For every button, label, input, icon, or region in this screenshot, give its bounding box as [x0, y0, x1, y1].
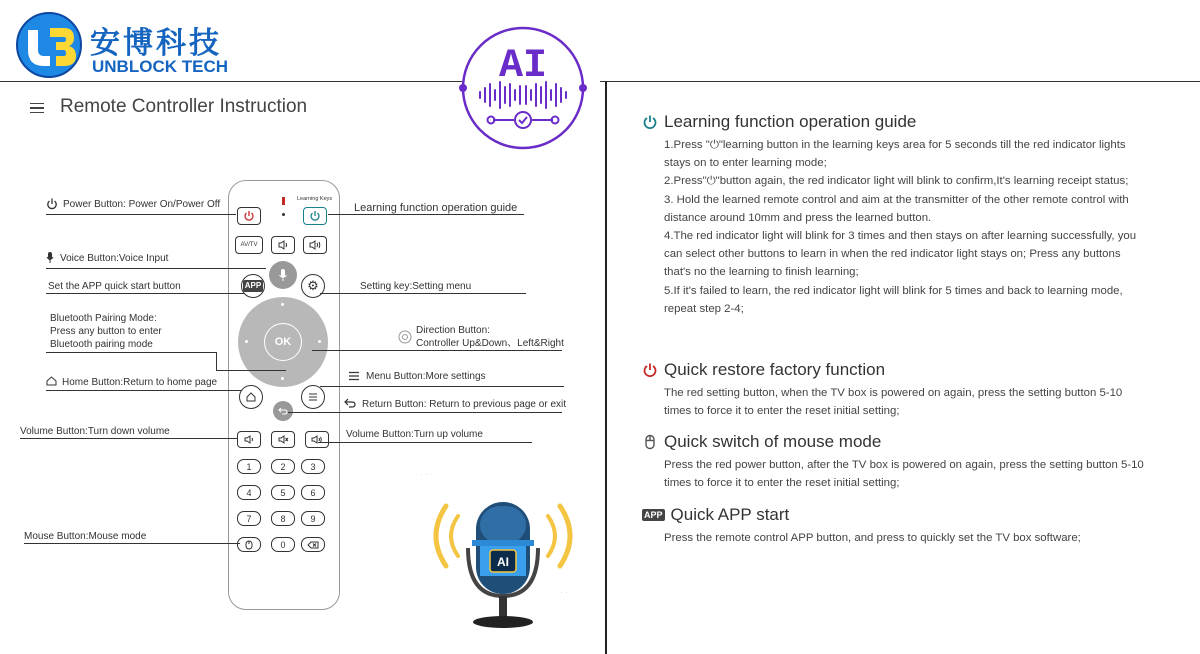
section-title-learning-text: Learning function operation guide — [664, 112, 917, 131]
menu-lines-icon — [308, 393, 318, 401]
learning-keys-label: Learning Keys — [297, 196, 333, 202]
section-title-mouse-text: Quick switch of mouse mode — [664, 432, 882, 451]
number-key-5[interactable]: 5 — [271, 485, 295, 500]
indicator-dot — [282, 213, 285, 216]
speaker-loud-icon — [309, 240, 321, 250]
back-callout-icon — [344, 398, 356, 408]
callout-vol-down: Volume Button:Turn down volume — [20, 426, 170, 437]
learning-step-2: 2.Press"⏻"button again, the red indicator light will blink to confirm,It's learning receipt status; — [664, 175, 1129, 188]
leader-bluetooth-h2 — [216, 370, 286, 371]
brand-logo — [14, 10, 84, 80]
callout-vol-up: Volume Button:Turn up volume — [346, 429, 483, 440]
section-title-learning — [642, 112, 916, 132]
number-key-6[interactable]: 6 — [301, 485, 325, 500]
backspace-icon — [307, 541, 319, 549]
number-key-4[interactable]: 4 — [237, 485, 261, 500]
callout-bluetooth: Bluetooth Pairing Mode: Press any button to enter Bluetooth pairing mode — [50, 313, 162, 350]
av-tv-button[interactable]: AV/TV — [235, 236, 263, 254]
back-arrow-icon — [278, 407, 288, 415]
app-icon: APP — [644, 510, 663, 520]
dpad-right[interactable] — [318, 340, 321, 343]
number-key-9[interactable]: 9 — [301, 511, 325, 526]
number-key-1[interactable]: 1 — [237, 459, 261, 474]
number-key-0[interactable]: 0 — [271, 537, 295, 552]
callout-power: Power Button: Power On/Power Off — [63, 199, 221, 210]
section-title-app — [642, 505, 789, 525]
learn-key-3[interactable] — [303, 236, 327, 254]
mouse-icon — [642, 434, 658, 450]
power-icon — [642, 362, 658, 378]
power-icon — [642, 114, 658, 130]
section-title-restore — [642, 360, 885, 380]
callout-voice: Voice Button:Voice Input — [60, 253, 169, 264]
callout-mouse: Mouse Button:Mouse mode — [24, 531, 147, 542]
section-title-mouse — [642, 432, 881, 452]
direction-callout-icon — [398, 330, 412, 344]
mute-icon — [278, 435, 289, 444]
callout-back: Return Button: Return to previous page or exit — [362, 399, 567, 410]
volume-up-button[interactable] — [305, 431, 329, 448]
app-text: Press the remote control APP button, and press to quickly set the TV box software; — [664, 532, 1081, 544]
leader-vol-down — [20, 438, 238, 439]
header-divider-left — [0, 81, 462, 82]
mouse-icon — [245, 540, 253, 550]
section-body-learning — [664, 136, 1150, 318]
home-button[interactable] — [239, 385, 263, 409]
leader-learning — [328, 214, 524, 215]
voice-button[interactable] — [269, 261, 297, 289]
leader-back — [288, 412, 562, 413]
volume-down-button[interactable] — [237, 431, 261, 448]
leader-home — [46, 390, 242, 391]
menu-callout-icon — [348, 371, 360, 381]
learning-step-3: 3. Hold the learned remote control and aim at the transmitter of the other remote control with distance around 10mm and press the learned button. — [664, 193, 1129, 224]
learning-step-1: 1.Press "⏻"learning button in the learning keys area for 5 seconds till the red indicator lights stays on to enter learning mode; — [664, 139, 1126, 170]
section-title-app-text: Quick APP start — [670, 505, 790, 524]
learning-power-icon — [309, 210, 321, 222]
mouse-text: Press the red power button, after the TV box is powered on again, press the setting button 5-10 times to force it to enter the reset initial setting; — [664, 459, 1144, 490]
dpad-left[interactable] — [245, 340, 248, 343]
speaker-icon — [278, 240, 289, 250]
mouse-button[interactable] — [237, 537, 261, 552]
callout-menu: Menu Button:More settings — [366, 371, 486, 382]
remote-controller — [228, 180, 340, 610]
ai-microphone-illustration — [424, 492, 582, 632]
number-key-2[interactable]: 2 — [271, 459, 295, 474]
red-indicator — [282, 197, 285, 205]
learning-button[interactable] — [303, 207, 327, 225]
leader-mouse — [24, 543, 240, 544]
leader-bluetooth-v — [216, 352, 217, 370]
callout-app: Set the APP quick start button — [48, 281, 181, 292]
ai-badge-text: AI — [498, 44, 548, 89]
menu-button[interactable] — [301, 385, 325, 409]
number-key-8[interactable]: 8 — [271, 511, 295, 526]
learning-step-5: 5.If it's failed to learn, the red indicator light will blink for 5 times and back to learning mode, repeat step 2-4; — [664, 284, 1123, 315]
leader-app — [46, 293, 244, 294]
leader-setting — [320, 293, 526, 294]
leader-power — [46, 214, 236, 215]
page-title: Remote Controller Instruction — [60, 96, 308, 117]
watermark-2: · · — [560, 588, 568, 597]
microphone-icon — [278, 268, 288, 282]
section-body-restore — [664, 384, 1150, 420]
watermark-1: · · · — [420, 470, 433, 479]
leader-bluetooth-h — [46, 352, 216, 353]
mute-button[interactable] — [271, 431, 295, 448]
number-key-7[interactable]: 7 — [237, 511, 261, 526]
app-button[interactable] — [241, 274, 265, 298]
callout-learning: Learning function operation guide — [354, 202, 518, 214]
brand-name-en: UNBLOCK TECH — [92, 57, 228, 76]
column-divider — [605, 81, 607, 654]
number-key-3[interactable]: 3 — [301, 459, 325, 474]
section-body-app — [664, 529, 1150, 547]
callout-setting: Setting key:Setting menu — [360, 281, 472, 292]
callout-direction: Direction Button: Controller Up&Down、Left&Right — [416, 325, 564, 349]
volume-down-icon — [244, 435, 255, 444]
section-body-mouse — [664, 456, 1150, 492]
learning-step-4: 4.The red indicator light will blink for 3 times and then stays on after learning successfully, you can select other buttons to learn in when the red indicator light stays on; Press any buttons that's no the learning to finish learning; — [664, 230, 1137, 279]
callout-home: Home Button:Return to home page — [62, 377, 218, 388]
brand-name-cn: 安博科技 — [90, 27, 222, 60]
dpad-down[interactable] — [281, 377, 284, 380]
home-callout-icon — [46, 376, 57, 386]
ok-button[interactable]: OK — [264, 323, 302, 361]
setting-button[interactable] — [301, 274, 325, 298]
power-button[interactable] — [237, 207, 261, 225]
leader-voice — [46, 268, 266, 269]
section-title-restore-text: Quick restore factory function — [664, 360, 886, 379]
voice-callout-icon — [46, 251, 54, 264]
leader-vol-up — [318, 442, 532, 443]
leader-direction — [312, 350, 562, 351]
learn-key-2[interactable] — [271, 236, 295, 254]
ai-chip-text: AI — [497, 555, 509, 569]
delete-button[interactable] — [301, 537, 325, 552]
power-icon — [243, 210, 255, 222]
dpad-up[interactable] — [281, 303, 284, 306]
gear-icon: ⚙ — [307, 278, 319, 293]
back-button[interactable] — [273, 401, 293, 421]
home-icon — [246, 392, 256, 402]
leader-menu — [320, 386, 564, 387]
ai-badge — [458, 24, 588, 156]
header-divider-right — [600, 81, 1200, 82]
power-callout-icon — [46, 197, 58, 210]
restore-text: The red setting button, when the TV box is powered on again, press the setting button 5-10 times to force it to enter the reset initial setting; — [664, 387, 1123, 418]
hamburger-icon[interactable] — [30, 100, 44, 116]
app-label: APP — [244, 281, 262, 290]
